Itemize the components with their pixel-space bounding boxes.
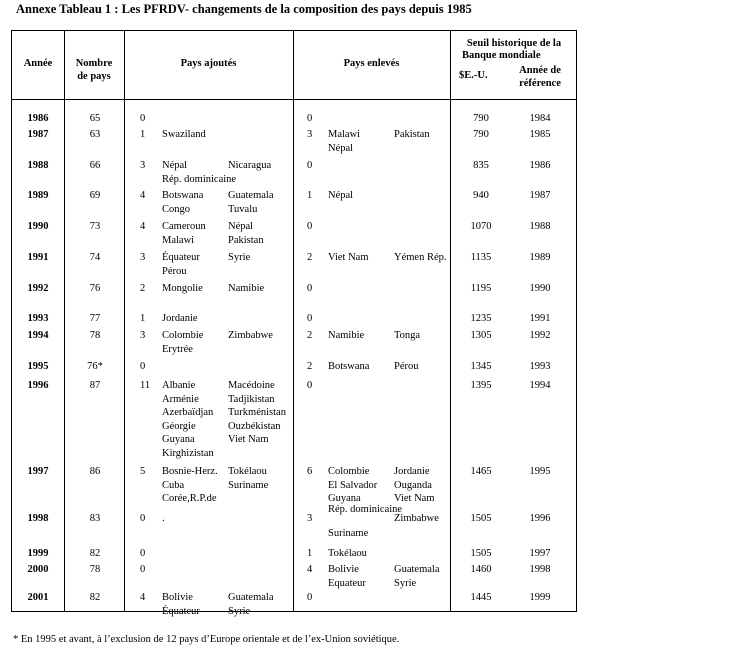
row-removed-count: 2 (307, 361, 313, 372)
removed-country: Viet Nam (394, 493, 435, 504)
row-year: 1995 (27, 361, 49, 372)
row-usd: 1460 (470, 564, 492, 575)
added-country: Macédoine (228, 380, 275, 391)
row-usd: 1395 (470, 380, 492, 391)
table-title: Annexe Tableau 1 : Les PFRDV- changements de la composition des pays depuis 1985 (16, 2, 472, 16)
row-count: 78 (89, 330, 101, 341)
removed-country: Viet Nam (328, 252, 369, 263)
added-country: Guatemala (228, 592, 274, 603)
row-year: 1988 (27, 160, 49, 171)
pfrdv-table (11, 30, 577, 617)
row-ref-year: 1994 (529, 380, 551, 391)
removed-country: Népal (328, 190, 354, 201)
row-added-count: 1 (140, 313, 146, 324)
row-added-count: 5 (140, 466, 146, 477)
row-ref-year: 1988 (529, 221, 551, 232)
row-removed-count: 4 (307, 564, 313, 575)
row-usd: 1345 (470, 361, 492, 372)
added-country: Arménie (162, 393, 199, 405)
row-removed-count: 0 (307, 313, 313, 324)
added-country: Guatemala (228, 190, 274, 201)
row-removed-count: 0 (307, 380, 313, 391)
added-country: Malawi (162, 234, 195, 246)
row-year: 1994 (27, 330, 49, 341)
row-year: 1993 (27, 313, 49, 324)
row-year: 1997 (27, 466, 49, 477)
row-count: 66 (89, 160, 101, 171)
removed-country: Tokélaou (328, 548, 367, 559)
added-country: Congo (162, 203, 191, 215)
row-usd: 790 (473, 129, 489, 140)
row-count: 86 (89, 466, 101, 477)
row-added-count: 4 (140, 190, 146, 201)
added-country: Erytrée (162, 343, 193, 355)
row-year: 1989 (27, 190, 49, 201)
row-added-count: 3 (140, 160, 146, 171)
added-country: Nicaragua (228, 160, 272, 171)
row-usd: 1195 (470, 283, 492, 294)
row-ref-year: 1999 (529, 592, 551, 603)
row-count: 82 (89, 548, 101, 559)
added-country: Bolivie (162, 592, 193, 603)
row-ref-year: 1989 (529, 252, 551, 263)
added-country: Bosnie-Herz. (162, 466, 218, 477)
row-year: 1986 (27, 113, 49, 124)
header-usd: $E.-U. (459, 70, 488, 81)
added-country: Népal (162, 160, 188, 171)
row-year: 1998 (27, 513, 49, 524)
added-country: Ouzbékistan (228, 420, 281, 432)
removed-country: Pakistan (394, 129, 430, 140)
row-ref-year: 1990 (529, 283, 551, 294)
added-country: Syrie (228, 605, 251, 617)
removed-country: Jordanie (394, 466, 430, 477)
row-ref-year: 1984 (529, 113, 551, 124)
row-year: 1996 (27, 380, 49, 391)
added-country: Cuba (162, 479, 185, 491)
col-divider (293, 31, 294, 611)
added-country: Syrie (228, 252, 251, 263)
removed-country: El Salvador (328, 479, 378, 491)
row-added-count: 3 (140, 252, 146, 263)
col-divider (450, 31, 451, 611)
row-removed-count: 3 (307, 513, 313, 524)
header-ref-2: référence (519, 78, 561, 89)
added-country: Tokélaou (228, 466, 267, 477)
row-usd: 1445 (470, 592, 492, 603)
removed-country: Guyana (328, 493, 361, 504)
footnote: * En 1995 et avant, à l’exclusion de 12 pays d’Europe orientale et de l’ex-Union soviétique. (13, 634, 400, 645)
row-added-count: 3 (140, 330, 146, 341)
header-pays-enleves: Pays enlevés (343, 58, 400, 69)
row-added-count: 0 (140, 361, 146, 372)
added-country: Viet Nam (228, 434, 269, 445)
row-ref-year: 1995 (529, 466, 551, 477)
row-count: 63 (89, 129, 101, 140)
row-removed-count: 1 (307, 190, 313, 201)
added-country: Colombie (162, 330, 204, 341)
removed-country: Syrie (394, 577, 417, 589)
header-seuil-2: Banque mondiale (462, 50, 541, 61)
row-removed-count: 2 (307, 330, 313, 341)
header-annee: Année (23, 58, 53, 69)
row-usd: 835 (473, 160, 489, 171)
added-country: Mongolie (162, 283, 203, 294)
row-count: 77 (89, 313, 101, 324)
row-count: 69 (89, 190, 101, 201)
row-added-count: 11 (140, 380, 151, 391)
header-seuil-1: Seuil historique de la (466, 38, 562, 49)
row-ref-year: 1986 (529, 160, 551, 171)
added-country: Équateur (162, 605, 200, 617)
row-ref-year: 1991 (529, 313, 551, 324)
removed-country: Pérou (394, 361, 419, 372)
row-usd: 1070 (470, 221, 492, 232)
added-country: Tadjikistan (228, 393, 275, 405)
row-ref-year: 1992 (529, 330, 551, 341)
removed-country: Malawi (328, 129, 361, 140)
row-added-count: 4 (140, 221, 146, 232)
added-country: Swaziland (162, 129, 206, 140)
row-added-count: 0 (140, 564, 146, 575)
row-count: 73 (89, 221, 101, 232)
added-country: Kirghizistan (162, 447, 214, 459)
row-added-count: 4 (140, 592, 146, 603)
row-usd: 1135 (470, 252, 492, 263)
row-added-count: 0 (140, 113, 146, 124)
removed-country: Rép. dominicaine (328, 503, 403, 515)
row-year: 1999 (27, 548, 49, 559)
added-country: Albanie (162, 380, 196, 391)
row-year: 2000 (27, 564, 49, 575)
row-ref-year: 1985 (529, 129, 551, 140)
header-divider (12, 99, 576, 100)
row-usd: 1235 (470, 313, 492, 324)
removed-country: Népal (328, 142, 354, 154)
added-country: Corée,R.P.de (162, 493, 217, 504)
removed-country: Namibie (328, 330, 365, 341)
added-country: Pakistan (228, 234, 264, 246)
row-ref-year: 1997 (529, 548, 551, 559)
removed-country: Suriname (328, 528, 369, 539)
row-count: 65 (89, 113, 101, 124)
removed-country: Equateur (328, 577, 366, 589)
row-count: 76* (87, 361, 103, 372)
row-ref-year: 1998 (529, 564, 551, 575)
header-pays-ajoutes: Pays ajoutés (180, 58, 237, 69)
removed-country: Tonga (394, 330, 421, 341)
row-year: 1991 (27, 252, 49, 263)
row-count: 78 (89, 564, 101, 575)
row-added-count: 1 (140, 129, 146, 140)
row-count: 87 (89, 380, 101, 391)
row-removed-count: 0 (307, 283, 313, 294)
added-country: Zimbabwe (228, 330, 273, 341)
row-ref-year: 1993 (529, 361, 551, 372)
row-usd: 1465 (470, 466, 492, 477)
added-country: Népal (228, 221, 254, 232)
row-ref-year: 1987 (529, 190, 551, 201)
added-country: Rép. dominicaine (162, 173, 237, 185)
row-count: 82 (89, 592, 101, 603)
added-country: Suriname (228, 479, 269, 491)
row-added-count: 0 (140, 513, 146, 524)
row-removed-count: 0 (307, 160, 313, 171)
removed-country: Yémen Rép. (394, 252, 447, 263)
row-ref-year: 1996 (529, 513, 551, 524)
header-nombre-1: Nombre (75, 58, 113, 69)
row-removed-count: 0 (307, 592, 313, 603)
row-removed-count: 6 (307, 466, 313, 477)
header-nombre-2: de pays (77, 71, 111, 82)
added-country: Azerbaïdjan (162, 407, 214, 418)
row-added-count: 2 (140, 283, 146, 294)
removed-country: Bolivie (328, 564, 359, 575)
row-removed-count: 3 (307, 129, 313, 140)
row-year: 1990 (27, 221, 49, 232)
row-year: 1987 (27, 129, 49, 140)
header-ref-1: Année de (519, 65, 561, 76)
added-country: Tuvalu (228, 203, 258, 215)
row-removed-count: 1 (307, 548, 313, 559)
added-country: Cameroun (162, 221, 206, 232)
removed-country: Colombie (328, 466, 370, 477)
added-country: Namibie (228, 283, 265, 294)
row-year: 2001 (27, 592, 49, 603)
row-usd: 790 (473, 113, 489, 124)
added-country: . (162, 513, 165, 524)
row-removed-count: 0 (307, 113, 313, 124)
row-usd: 1505 (470, 513, 492, 524)
added-country: Équateur (162, 252, 200, 263)
row-added-count: 0 (140, 548, 146, 559)
removed-country: Ouganda (394, 479, 432, 491)
added-country: Pérou (162, 265, 187, 277)
row-usd: 1305 (470, 330, 492, 341)
row-usd: 940 (473, 190, 489, 201)
row-count: 74 (89, 252, 101, 263)
row-count: 76 (89, 283, 101, 294)
removed-country: Zimbabwe (394, 513, 439, 524)
row-count: 83 (89, 513, 101, 524)
row-removed-count: 0 (307, 221, 313, 232)
added-country: Botswana (162, 190, 204, 201)
added-country: Turkménistan (228, 407, 286, 418)
row-year: 1992 (27, 283, 49, 294)
row-usd: 1505 (470, 548, 492, 559)
added-country: Guyana (162, 434, 195, 445)
row-removed-count: 2 (307, 252, 313, 263)
removed-country: Botswana (328, 361, 370, 372)
added-country: Jordanie (162, 313, 198, 324)
added-country: Géorgie (162, 420, 196, 432)
removed-country: Guatemala (394, 564, 440, 575)
